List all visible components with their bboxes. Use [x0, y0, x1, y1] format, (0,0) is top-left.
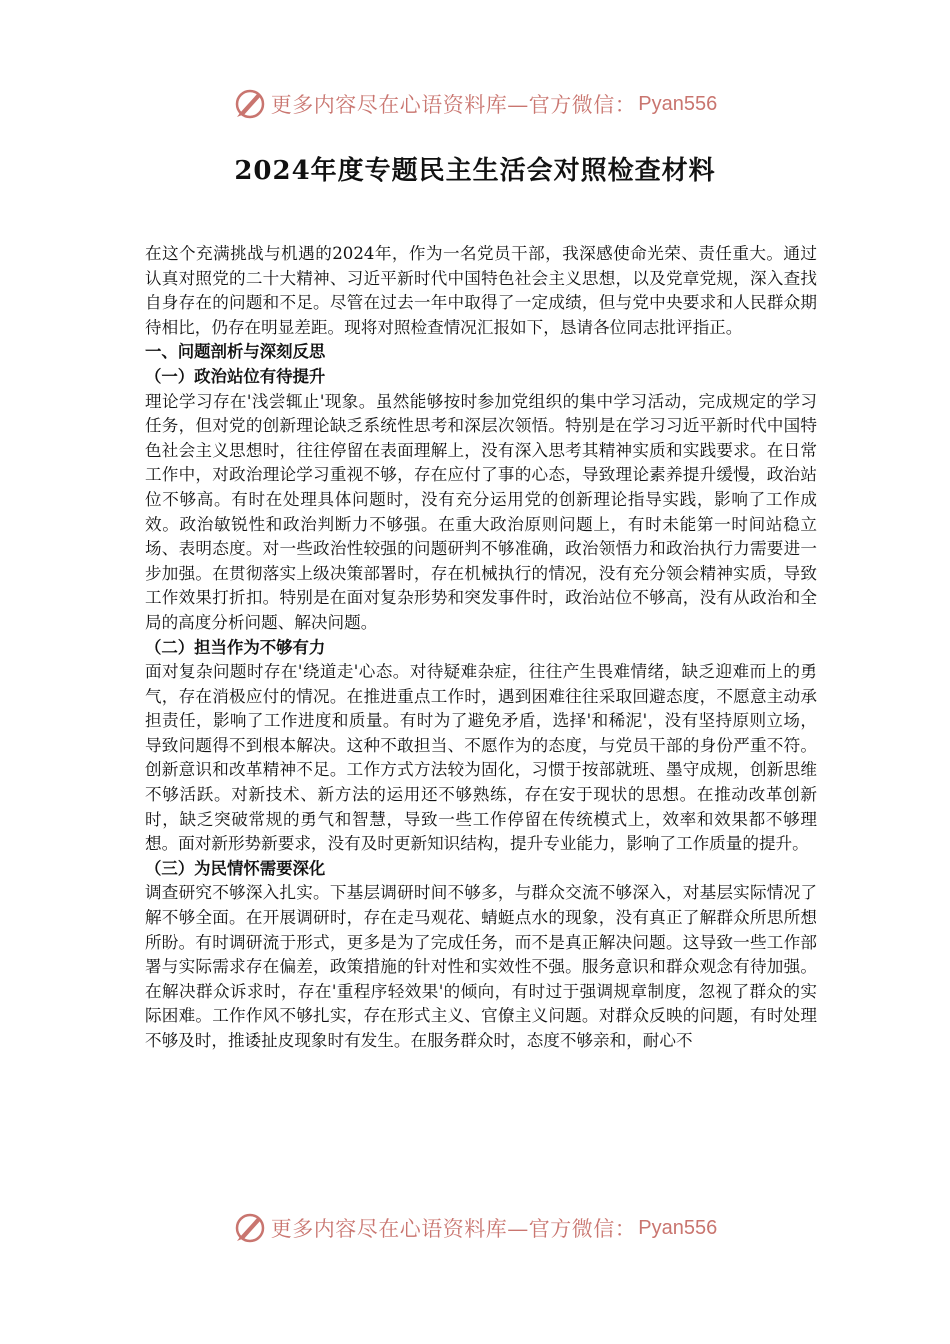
subsection-heading: （三）为民情怀需要深化 [145, 858, 326, 878]
document-body [145, 242, 817, 1054]
banner-wechat-id: Pyan556 [638, 1216, 718, 1239]
subsection-heading: （一）政治站位有待提升 [145, 366, 326, 386]
footer-banner [0, 1208, 950, 1248]
pen-brush-logo-icon [233, 87, 267, 121]
subsection-heading: （二）担当作为不够有力 [145, 637, 326, 657]
intro-paragraph: 在这个充满挑战与机遇的2024年，作为一名党员干部，我深感使命光荣、责任重大。通过认真对照党的二十大精神、习近平新时代中国特色社会主义思想，以及党章党规，深入查找自身存在的问题和不足。尽管在过去一年中取得了一定成绩，但与党中央要求和人民群众期待相比，仍存在明显差距。现将对照检查情况汇报如下，恳请各位同志批评指正。 [145, 244, 817, 337]
section-heading: 一、问题剖析与深刻反思 [145, 342, 326, 362]
pen-brush-logo-icon [233, 1211, 267, 1245]
header-banner [0, 84, 950, 124]
body-paragraph: 理论学习存在'浅尝辄止'现象。虽然能够按时参加党组织的集中学习活动，完成规定的学习任务，但对党的创新理论缺乏系统性思考和深层次领悟。特别是在学习习近平新时代中国特色社会主义思想时，往往停留在表面理解上，没有深入思考其精神实质和实践要求。在日常工作中，对政治理论学习重视不够，存在应付了事的心态，导致理论素养提升缓慢，政治站位不够高。有时在处理具体问题时，没有充分运用党的创新理论指导实践，影响了工作成效。政治敏锐性和政治判断力不够强。在重大政治原则问题上，有时未能第一时间站稳立场、表明态度。对一些政治性较强的问题研判不够准确，政治领悟力和政治执行力需要进一步加强。在贯彻落实上级决策部署时，存在机械执行的情况，没有充分领会精神实质，导致工作效果打折扣。特别是在面对复杂形势和突发事件时，政治站位不够高，没有从政治和全局的高度分析问题、解决问题。 [145, 391, 817, 632]
banner-text: 更多内容尽在心语资料库—官方微信： [270, 93, 637, 117]
body-paragraph: 面对复杂问题时存在'绕道走'心态。对待疑难杂症，往往产生畏难情绪，缺乏迎难而上的勇气，存在消极应付的情况。在推进重点工作时，遇到困难往往采取回避态度，不愿意主动承担责任，影响了工作进度和质量。有时为了避免矛盾，选择'和稀泥'，没有坚持原则立场，导致问题得不到根本解决。这种不敢担当、不愿作为的态度，与党员干部的身份严重不符。创新意识和改革精神不足。工作方式方法较为固化，习惯于按部就班、墨守成规，创新思维不够活跃。对新技术、新方法的运用还不够熟练，存在安于现状的思想。在推动改革创新时，缺乏突破常规的勇气和智慧，导致一些工作停留在传统模式上，效率和效果都不够理想。面对新形势新要求，没有及时更新知识结构，提升专业能力，影响了工作质量的提升。 [145, 662, 817, 854]
banner-text: 更多内容尽在心语资料库—官方微信： [270, 1217, 637, 1241]
banner-wechat-id: Pyan556 [638, 92, 718, 115]
body-paragraph: 调查研究不够深入扎实。下基层调研时间不够多，与群众交流不够深入，对基层实际情况了解不够全面。在开展调研时，存在走马观花、蜻蜓点水的现象，没有真正了解群众所思所想所盼。有时调研流于形式，更多是为了完成任务，而不是真正解决问题。这导致一些工作部署与实际需求存在偏差，政策措施的针对性和实效性不强。服务意识和群众观念有待加强。在解决群众诉求时，存在'重程序轻效果'的倾向，有时过于强调规章制度，忽视了群众的实际困难。工作作风不够扎实，存在形式主义、官僚主义问题。对群众反映的问题，有时处理不够及时，推诿扯皮现象时有发生。在服务群众时，态度不够亲和，耐心不 [145, 883, 817, 1050]
document-title: 2024年度专题民主生活会对照检查材料 [234, 156, 716, 186]
